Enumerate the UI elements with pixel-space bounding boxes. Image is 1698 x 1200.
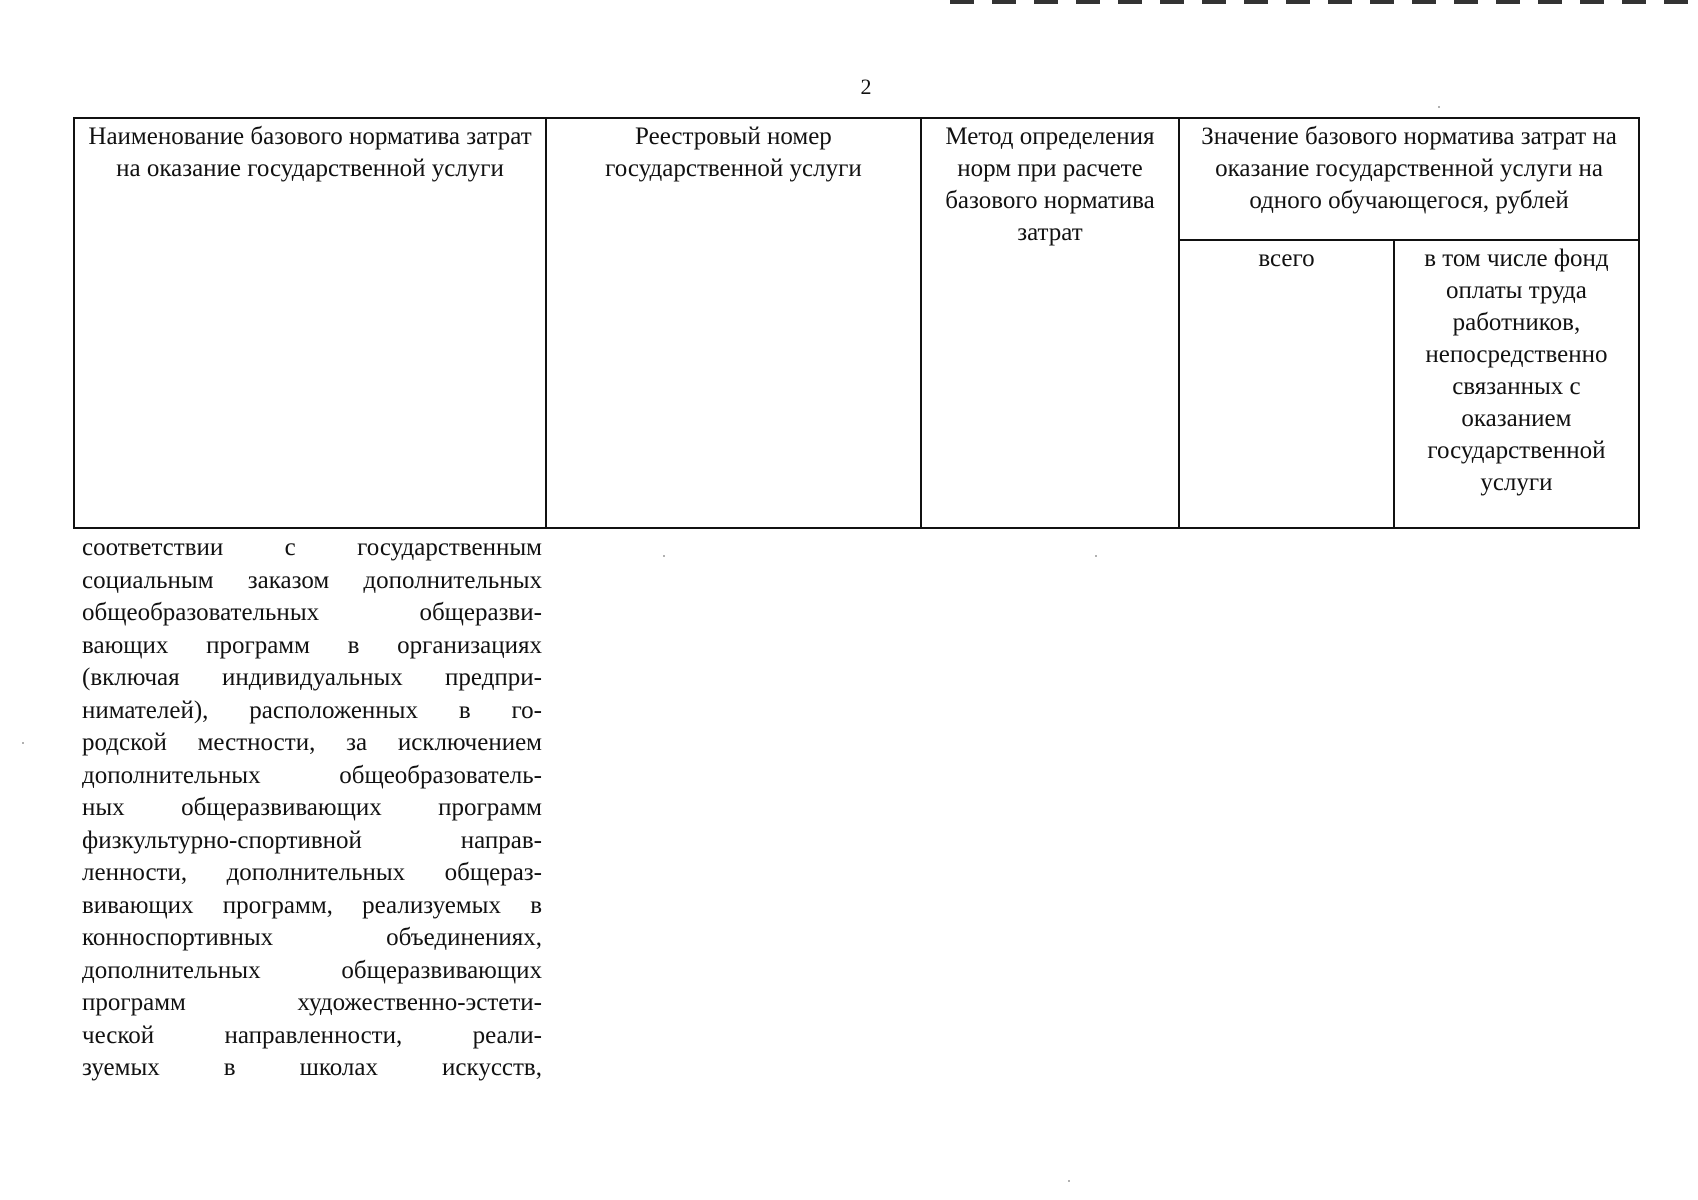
text-line: ческой направленности, реали- [82,1021,542,1049]
text-line: нимателей), расположенных в го- [82,696,542,724]
service-description-text [82,532,542,1085]
text-line: конноспортивных объединениях, [82,924,542,951]
text-line: программ художественно-эстети- [82,989,542,1016]
text-line: зуемых в школах искусств, [82,1054,542,1081]
text-line: вающих программ в организациях [82,631,542,659]
text-line: вивающих программ, реализуемых в [82,891,542,919]
header-method: Метод определения норм при расчете базового норматива затрат [921,118,1179,528]
text-line: ленности, дополнительных общераз- [82,859,542,886]
text-line: физкультурно-спортивной направ- [82,826,542,854]
text-line: (включая индивидуальных предпри- [82,664,542,691]
header-registry-number: Реестровый номер государственной услуги [546,118,921,528]
top-dashed-line [950,0,1698,4]
text-line: социальным заказом дополнительных [82,566,542,594]
text-line: ных общеразвивающих программ [82,794,542,821]
text-line: дополнительных общеразвивающих [82,956,542,984]
page-number: 2 [860,74,872,99]
text-line: соответствии с государственным [82,534,542,561]
text-line: родской местности, за исключением [82,729,542,756]
norm-table [73,117,1640,529]
scan-speck [663,555,665,557]
scan-speck [1438,106,1440,108]
scan-speck [22,742,24,744]
header-service-name: Наименование базового норматива затрат на оказание государственной услуги [74,118,546,528]
scan-speck [1068,1180,1070,1182]
text-line: дополнительных общеобразователь- [82,761,542,789]
text-line: общеобразовательных общеразви- [82,599,542,626]
header-payroll: в том числе фонд оплаты труда работников, непосредственно связанных с оказанием государственной услуги [1394,240,1639,528]
header-total: всего [1179,240,1394,528]
table-header-row [74,118,1639,240]
header-value-group: Значение базового норматива затрат на оказание государственной услуги на одного обучающегося, рублей [1179,118,1639,240]
scan-speck [1095,555,1097,557]
